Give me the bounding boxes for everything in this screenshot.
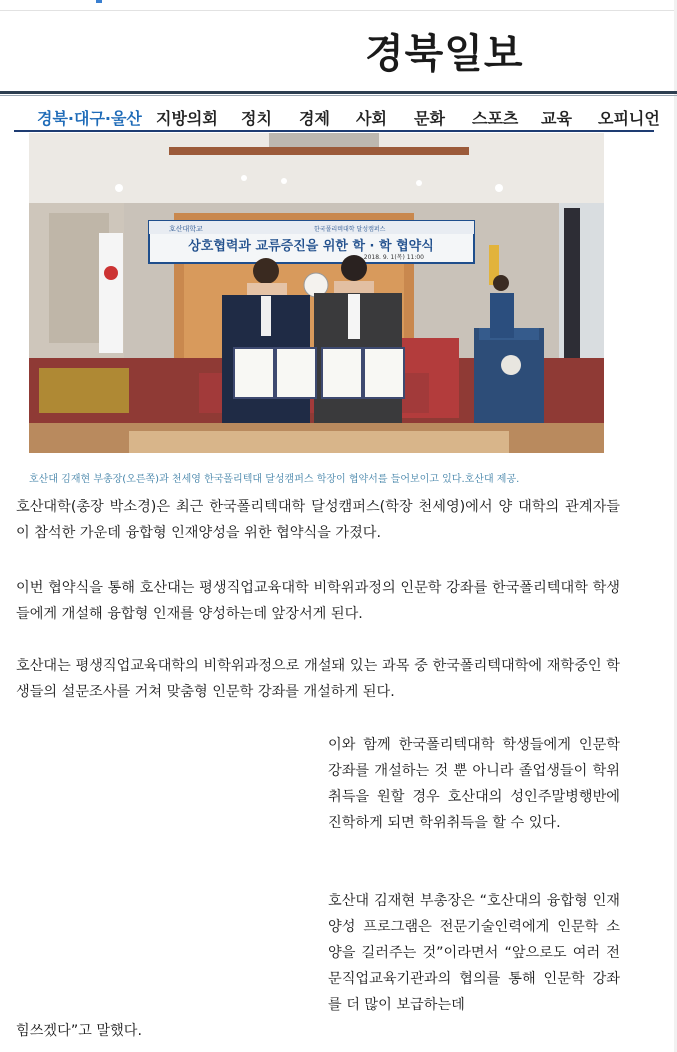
nav-item-opinion[interactable]: 오피니언	[598, 109, 660, 128]
article-paragraph-5: 호산대 김재현 부총장은 “호산대의 융합형 인재양성 프로그램은 전문기술인력에게 인문학 소양을 길러주는 것”이라면서 “앞으로도 여러 전문직업교육기관과의 협의를 통해 인문학 강좌를 더 많이 보급하는데	[328, 893, 620, 1013]
top-bar-mark	[96, 0, 102, 3]
nav-underline	[14, 130, 654, 132]
newspaper-logo[interactable]: 경북일보	[365, 31, 524, 77]
photo-caption: 호산대 김재현 부총장(오른쪽)과 천세영 한국폴리텍대 달성캠퍼스 학장이 협약서를 들어보이고 있다.호산대 제공.	[29, 474, 520, 485]
masthead-rule-thin	[0, 95, 677, 96]
nav-item-culture[interactable]: 문화	[414, 109, 445, 128]
nav-item-council[interactable]: 지방의회	[156, 109, 218, 128]
top-bar	[0, 0, 677, 11]
article-photo	[29, 133, 604, 453]
nav-item-education[interactable]: 교육	[541, 109, 572, 128]
banner-org-right: 한국폴리텍대학 달성캠퍼스	[314, 226, 386, 233]
banner-date: 2018. 9. 1(목) 11:00	[363, 254, 424, 261]
nav-item-society[interactable]: 사회	[356, 109, 387, 128]
article-paragraph-3: 호산대는 평생직업교육대학의 비학위과정으로 개설돼 있는 과목 중 한국폴리텍대학에 재학중인 학생들의 설문조사를 거쳐 맞춤형 인문학 강좌를 개설하게 된다.	[16, 658, 620, 700]
article-paragraph-5-tail: 힘쓰겠다”고 말했다.	[16, 1023, 143, 1039]
article-paragraph-1: 호산대학(총장 박소경)은 최근 한국폴리텍대학 달성캠퍼스(학장 천세영)에서 양 대학의 관계자들이 참석한 가운데 융합형 인재양성을 위한 협약식을 가졌다.	[16, 499, 620, 541]
nav-item-sports[interactable]: 스포츠	[472, 109, 519, 128]
banner-org-left: 호산대학교	[169, 225, 203, 233]
category-nav	[0, 102, 677, 130]
article-paragraph-2: 이번 협약식을 통해 호산대는 평생직업교육대학 비학위과정의 인문학 강좌를 한국폴리텍대학 학생들에게 개설해 융합형 인재를 양성하는데 앞장서게 된다.	[16, 580, 620, 622]
banner-title: 상호협력과 교류증진을 위한 학 · 학 협약식	[188, 239, 434, 254]
nav-item-politics[interactable]: 정치	[241, 109, 272, 128]
nav-item-economy[interactable]: 경제	[299, 109, 330, 128]
article-paragraph-4: 이와 함께 한국폴리텍대학 학생들에게 인문학 강좌를 개설하는 것 뿐 아니라 졸업생들이 학위취득을 원할 경우 호산대의 성인주말병행반에 진학하게 되면 학위취득을 할 수 있다.	[328, 737, 620, 831]
nav-item-gyeongbuk[interactable]: 경북·대구·울산	[37, 109, 142, 128]
masthead-rule	[0, 91, 677, 94]
